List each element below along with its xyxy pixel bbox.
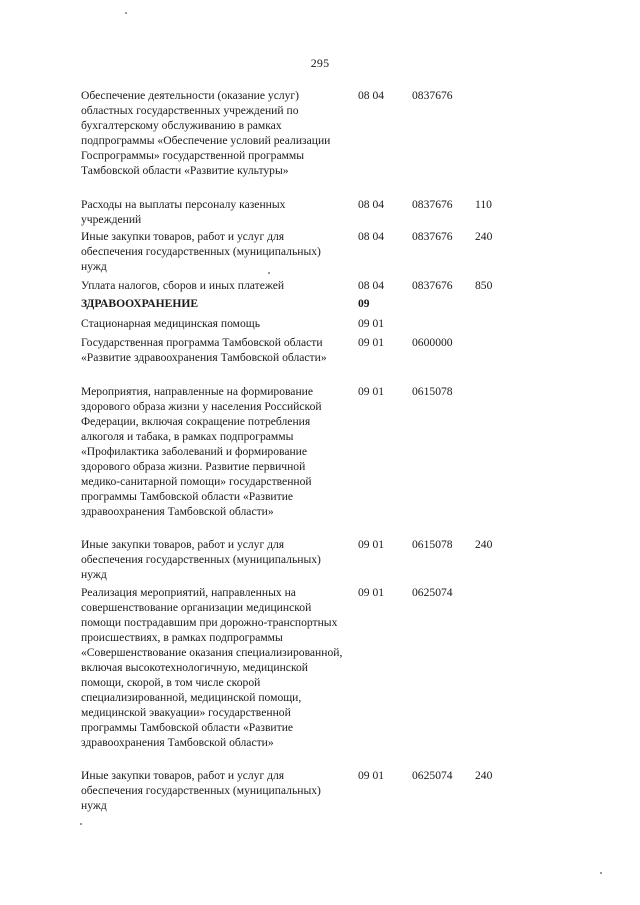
row-name: Реализация мероприятий, направленных на совершенствование организации медицинской помощи пострадавшим при дорожно-транспортных происшествиях, в рамках подпрограммы «Совершенствование оказания специализированной, включая высокотехнологичную, медицинской помощи, скорой, в том числе скорой специализированной, медицинской помощи, медицинской эвакуации» государственной программы Тамбовской области «Развитие здравоохранения Тамбовской области» [81, 586, 343, 749]
row-razdel: 09 01 [358, 336, 385, 349]
row-csr: 0837676 [412, 279, 453, 292]
row-csr: 0600000 [412, 336, 453, 349]
row-csr: 0615078 [412, 538, 453, 551]
row-name: Обеспечение деятельности (оказание услуг) областных государственных учреждений по бухгалтерскому обслуживанию в рамках подпрограммы «Обеспечение условий реализации Госпрограммы» государственной программы Тамбовской области «Развитие культуры» [81, 89, 331, 177]
row-vr: 240 [475, 769, 493, 782]
row-name: Мероприятия, направленные на формирование здорового образа жизни у населения Российской Федерации, включая сокращение потребления алкоголя и табака, в рамках подпрограммы «Профилактика заболеваний и формирование здорового образа жизни. Развитие первичной медико-санитарной помощи» государственной программы Тамбовской области «Развитие здравоохранения Тамбовской области» [81, 385, 322, 518]
row-name: Расходы на выплаты персоналу казенных учреждений [81, 198, 286, 226]
row-vr: 240 [475, 538, 493, 551]
row-razdel: 09 [358, 297, 370, 310]
page-number: 295 [310, 56, 330, 70]
row-razdel: 09 01 [358, 317, 385, 330]
scan-speck [80, 823, 82, 825]
scan-speck [600, 872, 602, 874]
row-name: Иные закупки товаров, работ и услуг для обеспечения государственных (муниципальных) нужд [81, 769, 321, 812]
scan-speck [125, 12, 127, 14]
row-name: Стационарная медицинская помощь [81, 317, 261, 330]
row-name: Уплата налогов, сборов и иных платежей [81, 279, 285, 292]
row-csr: 0837676 [412, 198, 453, 211]
row-razdel: 09 01 [358, 385, 385, 398]
row-razdel: 08 04 [358, 279, 385, 292]
row-csr: 0625074 [412, 769, 453, 782]
row-name: Государственная программа Тамбовской области «Развитие здравоохранения Тамбовской области» [81, 336, 327, 364]
scan-speck [268, 272, 270, 274]
row-vr: 850 [475, 279, 493, 292]
row-csr: 0837676 [412, 230, 453, 243]
row-razdel: 08 04 [358, 89, 385, 102]
row-razdel: 09 01 [358, 769, 385, 782]
row-razdel: 09 01 [358, 586, 385, 599]
row-csr: 0625074 [412, 586, 453, 599]
row-csr: 0615078 [412, 385, 453, 398]
row-csr: 0837676 [412, 89, 453, 102]
row-name: Иные закупки товаров, работ и услуг для обеспечения государственных (муниципальных) нужд [81, 538, 321, 581]
row-vr: 240 [475, 230, 493, 243]
row-vr: 110 [475, 198, 492, 211]
row-name: ЗДРАВООХРАНЕНИЕ [81, 297, 199, 310]
row-razdel: 09 01 [358, 538, 385, 551]
row-razdel: 08 04 [358, 230, 385, 243]
row-razdel: 08 04 [358, 198, 385, 211]
row-name: Иные закупки товаров, работ и услуг для обеспечения государственных (муниципальных) нужд [81, 230, 321, 273]
